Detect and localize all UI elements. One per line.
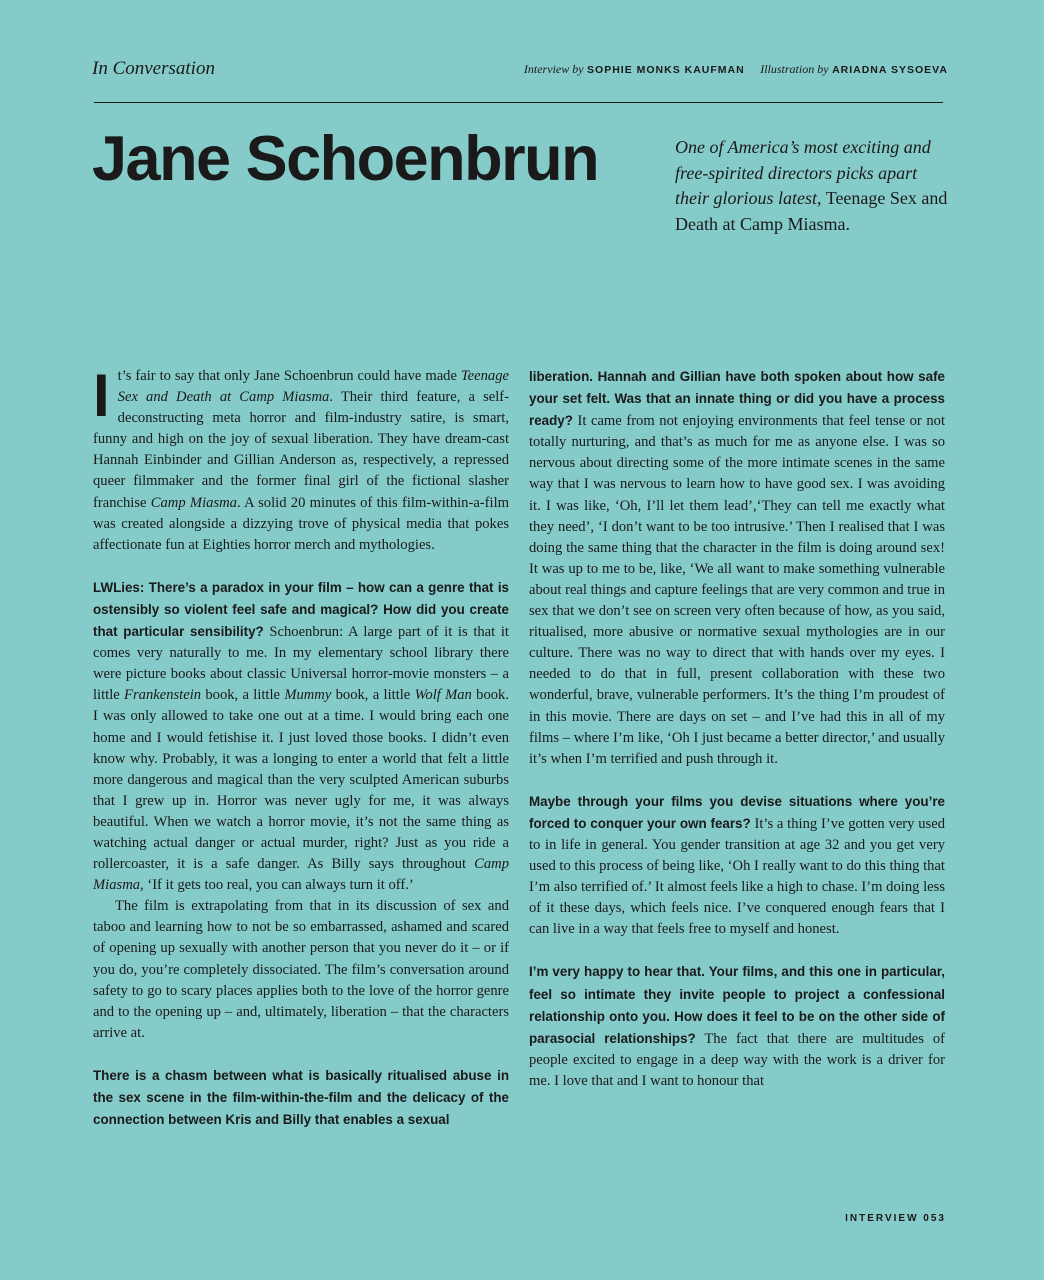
- answer-1-part-1: Schoenbrun: A large part of it is that it comes very naturally to me. In my elementary school library there were picture books about classic Universal horror-movie monsters – a little: [93, 624, 509, 704]
- answer-1-frankenstein: Frankenstein: [124, 687, 202, 704]
- answer-1-part-4: book. I was only allowed to take one out at a time. I would bring each one home and I would fetishise it. I just loved those books. I didn’t even know why. Probably, it was a longing to enter a world that felt a little more dangerous and magical than the very sculpted American suburbs that I grew up in. Horror was never ugly for me, it was always beautiful. When we watch a horror movie, it’s not the same thing as watching actual danger or actual murder, right? Just as you ride a rollercoaster, it is a safe danger. As Billy says throughout: [93, 687, 509, 873]
- answer-1-part-5: , ‘If it gets too real, you can always turn it off.’: [140, 877, 414, 894]
- page-folio: INTERVIEW 053: [845, 1213, 946, 1224]
- page-header: [92, 56, 948, 84]
- intro-franchise-title: Camp Miasma: [150, 494, 237, 511]
- qa-4: [529, 961, 945, 1092]
- intro-paragraph: [93, 362, 510, 556]
- answer-4: The fact that there are multitudes of people excited to engage in a deep way with the work is a driver for me. I love that and I want to honour that: [529, 1030, 945, 1089]
- illustrator-name: ARIADNA SYSOEVA: [832, 64, 948, 76]
- qa-2-continued: [529, 366, 945, 770]
- header-rule: [94, 102, 943, 103]
- answer-1-part-3: book, a little: [331, 687, 415, 704]
- interviewer-name: SOPHIE MONKS KAUFMAN: [587, 64, 745, 76]
- answer-1-part-2: book, a little: [201, 687, 285, 704]
- answer-1-camp: Camp Miasma: [93, 856, 509, 894]
- standfirst: [675, 135, 950, 237]
- qa-2-start: [93, 1065, 509, 1131]
- intro-text-1: t’s fair to say that only Jane Schoenbrun could have made: [117, 368, 461, 384]
- intro-film-title: Teenage Sex and Death at Camp Miasma: [117, 368, 509, 406]
- illustration-label: Illustration by: [760, 62, 829, 76]
- question-2-start: There is a chasm between what is basically ritualised abuse in the sex scene in the film-within-the-film and the delicacy of the connection between Kris and Billy that enables a sexual: [93, 1067, 509, 1128]
- credits: [524, 62, 948, 77]
- answer-3: It’s a thing I’ve gotten very used to in life in general. You gender transition at age 32 and you get very used to this process of being like, ‘Oh I really want to do this thing that I’m also terrified of.’ It almost feels like a high to chase. I’m doing less of it these days, which feels nice. I’ve conquered enough fears that I can live in a way that feels free to myself and honest.: [529, 815, 945, 938]
- page-title: Jane Schoenbrun: [92, 124, 599, 194]
- standfirst-intro: One of America’s most exciting and free-spirited directors picks apart their glorious latest,: [675, 137, 931, 209]
- answer-1-wolfman: Wolf Man: [414, 687, 472, 704]
- question-2-end: liberation. Hannah and Gillian have both spoken about how safe your set felt. Was that an innate thing or did you have a process ready?: [529, 369, 945, 429]
- answer-1-continued: The film is extrapolating from that in its discussion of sex and taboo and learning how to not be so embarrassed, ashamed and scared of opening up sexually with another person that you never do it – or if you do, you’re completely dissociated. The film’s conversation around safety to go to scary places applies both to the love of the horror genre and to the opening up – and, ultimately, liberation – that the characters arrive at.: [93, 898, 509, 1041]
- answer-1-mummy: Mummy: [284, 687, 332, 704]
- section-label: In Conversation: [92, 58, 215, 79]
- qa-3: [529, 791, 945, 941]
- interview-label: Interview by: [523, 62, 584, 76]
- question-3: Maybe through your films you devise situations where you’re forced to conquer your own fears?: [529, 793, 945, 831]
- answer-2: It came from not enjoying environments that feel tense or not totally nurturing, and that’s as much for me as anyone else. I was so nervous about directing some of the more intimate scenes in the same way that I was nervous to learn how to have good sex. I was avoiding it. I was like, ‘Oh, I’ll let them lead’,‘They can tell me exactly what they need’, ‘I don’t want to be too intrusive.’ Then I realised that I was doing the same thing that the character in the film is doing around sex! It was up to me to be, like, ‘We all want to make something vulnerable about real things and capture feelings that are very common and true in sex that we don’t see on screen very often because of how, as you said, ritualised, more abusive or normative sexual mythologies are in our culture. There was no way to direct that with hands over my eyes. I needed to do that in full, present collaboration with these two wonderful, brave, vulnerable performers. It’s the thing I’m proudest of in this movie. There are days on set – and I’ve had this in all of my films – where I’m like, ‘Oh I just became a better director,’ and usually it’s when I’m terrified and push through it.: [529, 413, 945, 767]
- question-4: I’m very happy to hear that. Your films, and this one in particular, feel so intimate they invite people to project a confessional relationship onto you. How does it feel to be on the other side of parasocial relationships?: [529, 964, 945, 1046]
- question-1: LWLies: There’s a paradox in your film – how can a genre that is ostensibly so violent feel safe and magical? How did you create that particular sensibility?: [93, 579, 509, 640]
- standfirst-film-title: Teenage Sex and Death at Camp Miasma.: [675, 188, 948, 234]
- qa-1: [93, 577, 509, 896]
- left-column: [93, 362, 510, 1131]
- right-column: [529, 366, 945, 1092]
- drop-cap: I: [93, 362, 110, 429]
- intro-text-2: . Their third feature, a self-deconstructing meta horror and film-industry satire, is smart, funny and high on the joy of sexual liberation. They have dream-cast Hannah Einbinder and Gillian Anderson as, respectively, a repressed queer filmmaker and the former final girl of the fictional slasher franchise: [93, 389, 510, 511]
- intro-text-3: . A solid 20 minutes of this film-within-a-film was created alongside a dizzying trove of physical media that pokes affectionate fun at Eighties horror merch and mythologies.: [93, 494, 509, 553]
